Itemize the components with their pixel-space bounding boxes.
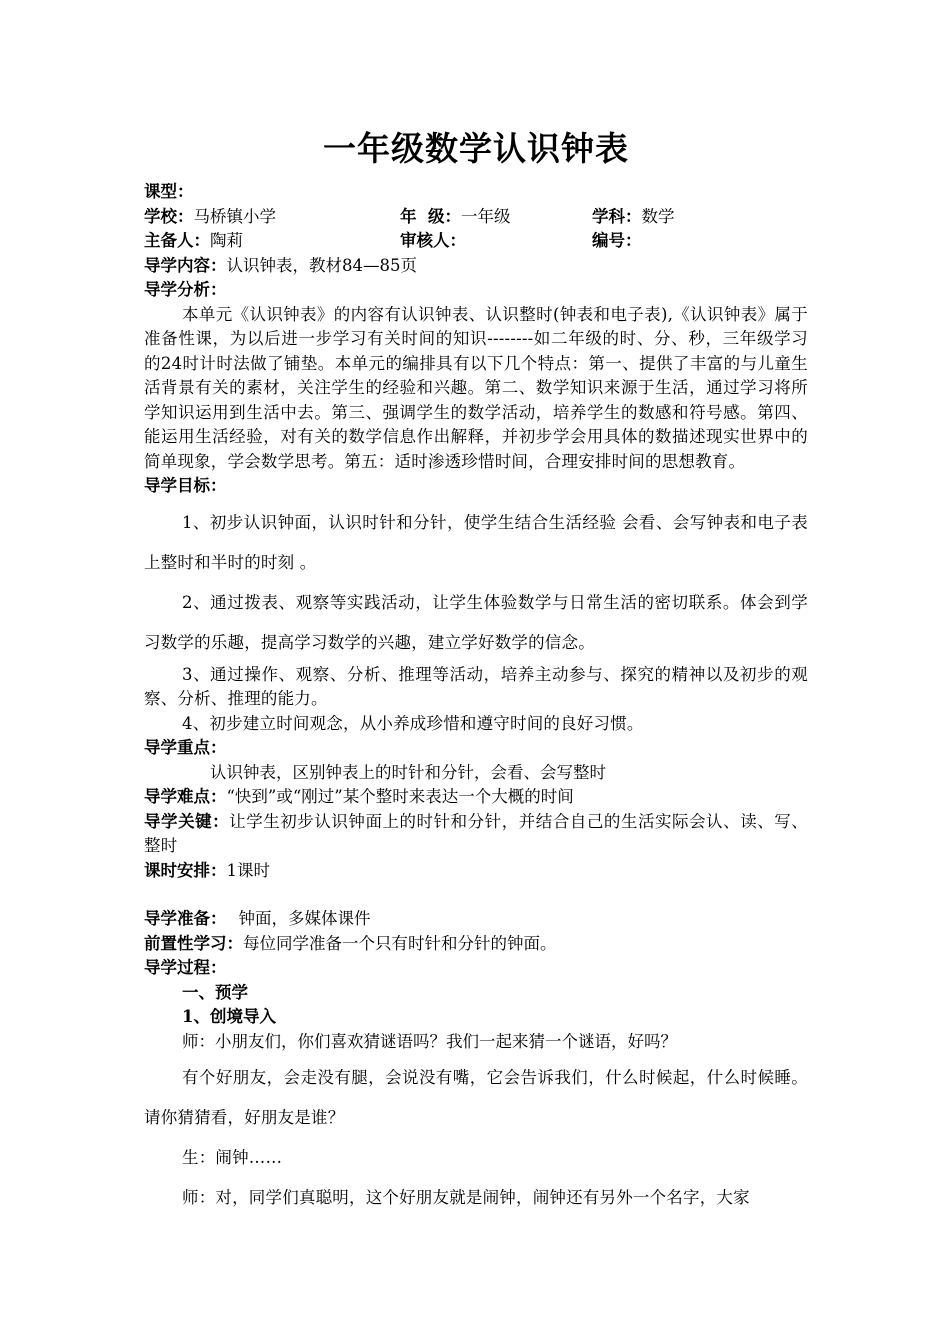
grade-label: 年 级：: [400, 206, 461, 226]
grade-value: 一年级: [461, 206, 511, 226]
crux-label: 导学关键：: [144, 811, 230, 831]
content-value: 认识钟表，教材84—85页: [226, 255, 417, 275]
content-label: 导学内容：: [144, 255, 227, 275]
preparer-label: 主备人：: [144, 231, 210, 250]
crux-text: 让学生初步认识钟面上的时针和分针，并结合自己的生活实际会认、读、写、整时: [144, 811, 808, 855]
schedule-value: 1课时: [226, 860, 270, 880]
crux-row: [144, 810, 808, 859]
course-type-label: 课型：: [144, 182, 194, 201]
section-heading-1: 一、预学: [182, 982, 248, 1002]
goal-item-4: 4、初步建立时间观念，从小养成珍惜和遵守时间的良好习惯。: [182, 713, 644, 733]
dialog-line-2: 有个好朋友，会走没有腿，会说没有嘴，它会告诉我们，什么时候起，什么时候睡。请你猜猜看，好朋友是谁？: [144, 1068, 808, 1127]
analysis-paragraph: 本单元《认识钟表》的内容有认识钟表、认识整时(钟表和电子表),《认识钟表》属于准备性课，为以后进一步学习有关时间的知识--------如二年级的时、分、秒，三年级学习的24时计时法做了铺垫。本单元的编排具有以下几个特点：第一、提供了丰富的与儿童生活背景有关的素材，关注学生的经验和兴趣。第二、数学知识来源于生活，通过学习将所学知识运用到生活中去。第三、强调学生的数学活动，培养学生的数感和符号感。第四、能运用生活经验，对有关的数学信息作出解释，并初步学会用具体的数描述现实世界中的简单现象，学会数学思考。第五：适时渗透珍惜时间，合理安排时间的思想教育。: [144, 304, 808, 471]
subject-value: 数学: [641, 206, 675, 226]
goal-item-1: 1、初步认识钟面，认识时针和分针，使学生结合生活经验 会看、会写钟表和电子表上整时和半时的时刻 。: [144, 512, 808, 572]
prep-label: 导学准备：: [144, 909, 227, 928]
key-text: 认识钟表，区别钟表上的时针和分针，会看、会写整时: [210, 762, 606, 782]
difficulty-label: 导学难点：: [144, 787, 227, 806]
dialog-line-3: 生：闹钟……: [182, 1148, 283, 1167]
content-row: [144, 254, 808, 279]
goals-label: 导学目标：: [144, 476, 227, 495]
analysis-label: 导学分析：: [144, 280, 227, 299]
prep-value: 钟面，多媒体课件: [238, 909, 371, 928]
reviewer-label: 审核人：: [400, 231, 466, 250]
schedule-label: 课时安排：: [144, 860, 227, 880]
school-label: 学校：: [144, 206, 194, 226]
schedule-row: [144, 859, 808, 884]
school-row: [144, 205, 808, 230]
blank-line: [144, 883, 808, 907]
pre-study-label: 前置性学习：: [144, 933, 243, 953]
process-label: 导学过程：: [144, 958, 227, 977]
pre-study-row: [144, 932, 808, 957]
document-title: 一年级数学认识钟表: [323, 129, 629, 168]
preparer-value: 陶莉: [210, 231, 243, 250]
difficulty-row: [144, 785, 808, 810]
goal-item-3: 3、通过操作、观察、分析、推理等活动，培养主动参与、探究的精神以及初步的观察、分析、推理的能力。: [144, 664, 808, 708]
key-label: 导学重点：: [144, 738, 227, 757]
dialog-line-1: 师：小朋友们，你们喜欢猜谜语吗？我们一起来猜一个谜语，好吗？: [182, 1031, 677, 1051]
subsection-heading-1: 1、创境导入: [182, 1007, 276, 1026]
prep-row: [144, 907, 808, 932]
difficulty-text: “快到”或“刚过”某个整时来表达一个大概的时间: [226, 787, 574, 806]
preparer-row: [144, 229, 808, 254]
goal-item-2: 2、通过拨表、观察等实践活动，让学生体验数学与日常生活的密切联系。体会到学习数学的乐趣，提高学习数学的兴趣，建立学好数学的信念。: [144, 592, 808, 652]
school-value: 马桥镇小学: [193, 206, 276, 226]
dialog-line-4: 师：对，同学们真聪明，这个好朋友就是闹钟，闹钟还有另外一个名字，大家: [182, 1188, 750, 1207]
number-label: 编号：: [592, 231, 642, 250]
pre-study-value: 每位同学准备一个只有时针和分针的钟面。: [243, 933, 557, 953]
document-page: [144, 126, 808, 1218]
subject-label: 学科：: [592, 206, 642, 226]
